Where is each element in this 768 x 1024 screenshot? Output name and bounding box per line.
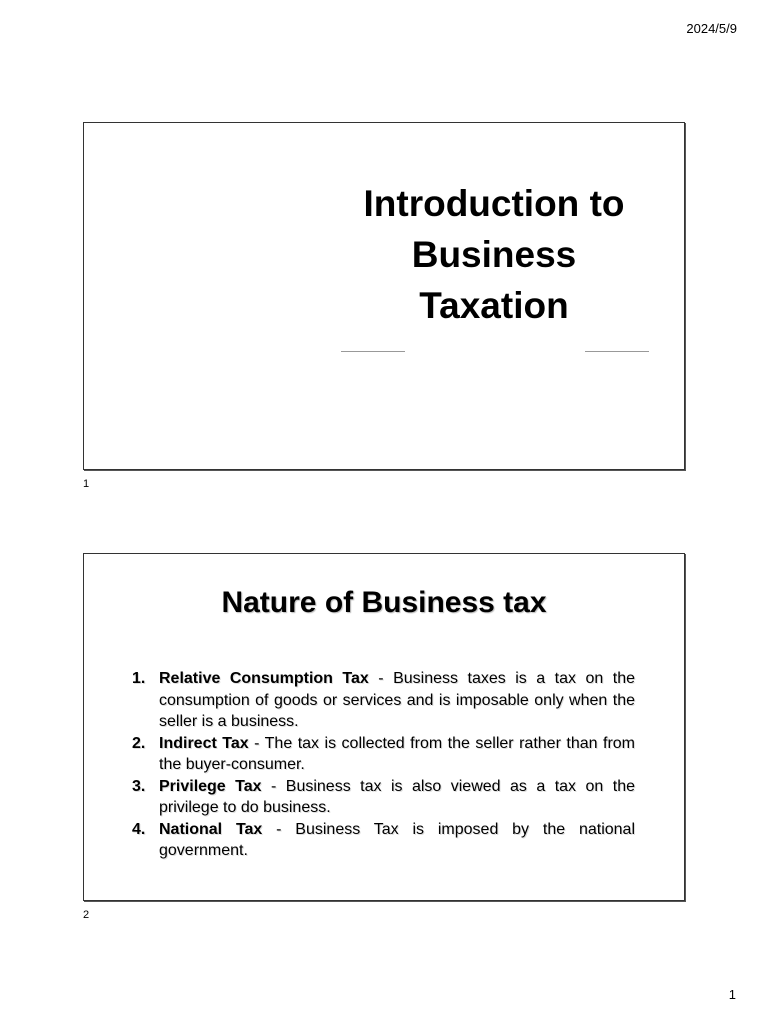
subtitle-placeholder-rule-right <box>585 351 649 352</box>
item-description: - The tax is collected from the seller rather than from the buyer-consumer. <box>159 734 635 773</box>
item-description: - Business tax is also viewed as a tax on the privilege to do business. <box>159 777 636 816</box>
list-item <box>132 819 635 862</box>
item-term: National Tax <box>159 820 263 838</box>
title-line: Business <box>411 234 577 275</box>
item-number: 1. <box>132 670 146 687</box>
page-number: 1 <box>728 987 736 1002</box>
print-date: 2024/5/9 <box>686 21 737 36</box>
item-term: Privilege Tax <box>159 777 262 795</box>
slide-2-number: 2 <box>83 909 90 921</box>
item-term: Relative Consumption Tax <box>159 670 369 687</box>
slide-1 <box>83 122 685 470</box>
list-item <box>132 776 635 819</box>
item-number: 3. <box>132 777 146 795</box>
slide-2-title: Nature of Business tax <box>221 586 547 619</box>
slide-1-title <box>339 178 649 331</box>
tax-nature-list <box>132 668 635 862</box>
item-description: - Business Tax is imposed by the national government. <box>159 820 635 859</box>
subtitle-placeholder-rule-left <box>341 351 405 352</box>
item-description: - Business taxes is a tax on the consumption of goods or services and is imposable only when the seller is a business. <box>159 670 636 730</box>
list-item <box>132 733 635 776</box>
item-number: 2. <box>132 734 146 752</box>
title-line: Introduction to <box>363 183 625 224</box>
item-number: 4. <box>132 820 146 838</box>
list-item <box>132 668 635 733</box>
slide-2 <box>83 553 685 901</box>
slide-1-number: 1 <box>83 478 90 490</box>
item-term: Indirect Tax <box>159 734 249 752</box>
title-line: Taxation <box>419 285 569 326</box>
